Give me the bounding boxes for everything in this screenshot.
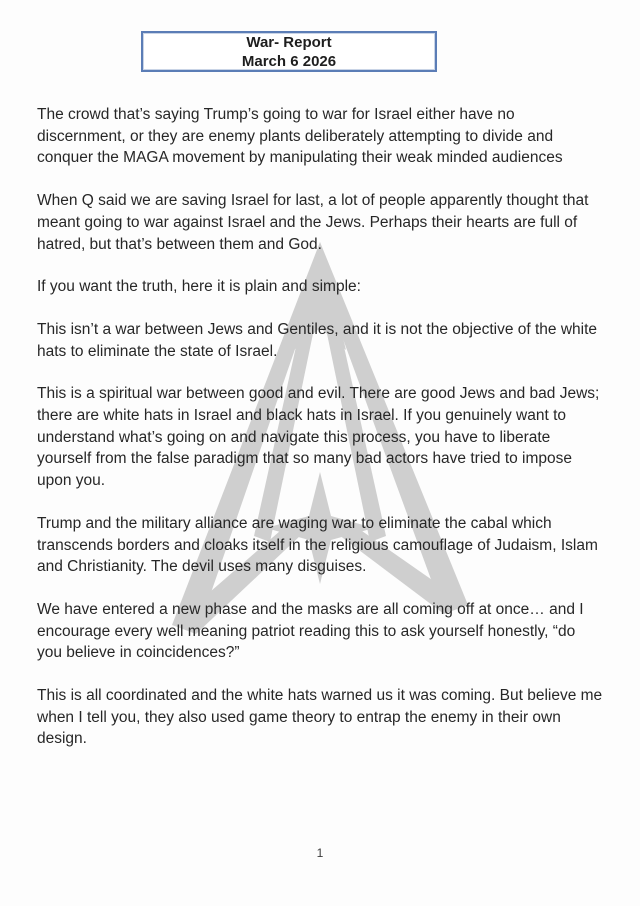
paragraph: The crowd that’s saying Trump’s going to war for Israel either have no discernment, or they are enemy plants deliberately attempting to divide and conquer the MAGA movement by manipulating their weak minded audiences — [37, 106, 563, 167]
page-number: 1 — [316, 846, 324, 860]
paragraph: This isn’t a war between Jews and Gentiles, and it is not the objective of the white hats to eliminate the state of Israel. — [37, 320, 598, 360]
body-text — [37, 104, 603, 771]
paragraph: We have entered a new phase and the masks are all coming off at once… and I encourage every well meaning patriot reading this to ask yourself honestly, “do you believe in coincidences?” — [37, 600, 584, 662]
paragraph: If you want the truth, here it is plain and simple: — [37, 278, 361, 296]
paragraph: This is all coordinated and the white hats warned us it was coming. But believe me when I tell you, they also used game theory to entrap the enemy in their own design. — [37, 687, 603, 748]
title-box — [141, 31, 437, 72]
paragraph: Trump and the military alliance are waging war to eliminate the cabal which transcends borders and cloaks itself in the religious camouflage of Judaism, Islam and Christianity. The devil uses many disguises. — [37, 514, 598, 576]
report-date: March 6 2026 — [241, 52, 337, 70]
paragraph: When Q said we are saving Israel for last, a lot of people apparently thought that meant going to war against Israel and the Jews. Perhaps their hearts are full of hatred, but that’s between them and God. — [37, 192, 589, 253]
paragraph: This is a spiritual war between good and evil. There are good Jews and bad Jews; there are white hats in Israel and black hats in Israel. If you genuinely want to understand what’s going on and navigate this process, you have to liberate yourself from the false paradigm that so many bad actors have tried to impose upon you. — [37, 385, 600, 490]
report-title: War- Report — [246, 33, 332, 51]
